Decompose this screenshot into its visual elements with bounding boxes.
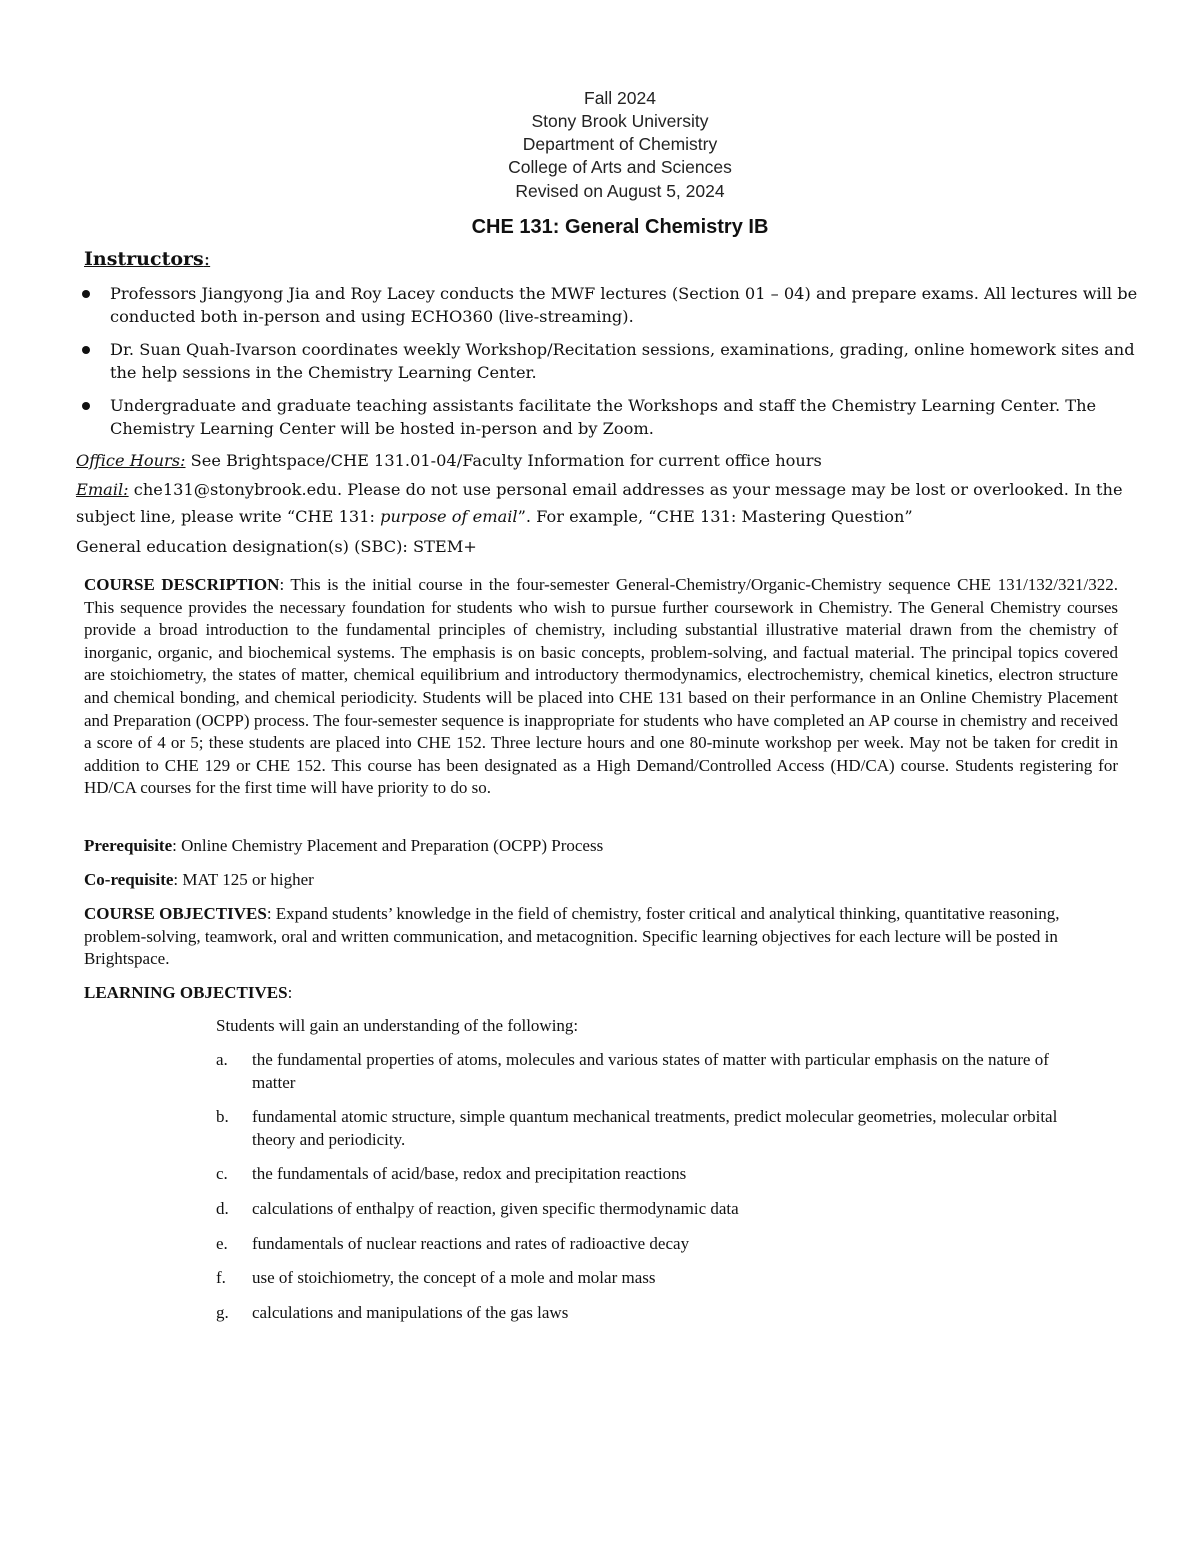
list-item-text: use of stoichiometry, the concept of a mole and molar mass [252,1268,656,1288]
instructors-heading-colon: : [203,248,211,270]
instructors-heading-label: Instructors [84,248,204,270]
course-objectives-label: COURSE OBJECTIVES [84,904,267,923]
list-item [216,1267,1076,1290]
office-hours [76,447,1156,474]
prerequisite-label: Prerequisite [84,836,173,855]
list-item [216,1198,1076,1221]
list-item [216,1233,1076,1256]
term: Fall 2024 [584,88,656,108]
list-item [216,1106,1076,1151]
course-description [84,574,1118,800]
list-item-text: the fundamentals of acid/base, redox and precipitation reactions [252,1164,687,1184]
list-item: Professors Jiangyong Jia and Roy Lacey conducts the MWF lectures (Section 01 – 04) and prepare exams. All lectures will be conducted both in-person and using ECHO360 (live-streaming). [76,282,1146,328]
office-hours-text: See Brightspace/CHE 131.01-04/Faculty Information for current office hours [185,451,822,470]
course-description-text: : This is the initial course in the four-semester General-Chemistry/Organic-Chemistry sequence CHE 131/132/321/322. This sequence provides the necessary foundation for students who wish to pursue further coursework in Chemistry. The General Chemistry courses provide a broad introduction to the fundamental principles of chemistry, including substantial illustrative material drawn from the chemistry of inorganic, organic, and biochemical systems. The emphasis is on basic concepts, problem-solving, and factual material. The principal topics covered are stoichiometry, the states of matter, chemical equilibrium and introductory thermodynamics, electrochemistry, chemical kinetics, electron structure and chemical bonding, and chemical periodicity. Students will be placed into CHE 131 based on their performance in an Online Chemistry Placement and Preparation (OCPP) process. The four-semester sequence is inappropriate for students who have completed an AP course in chemistry and received a score of 4 or 5; these students are placed into CHE 152. Three lecture hours and one 80-minute workshop per week. May not be taken for credit in addition to CHE 129 or CHE 152. This course has been designated as a High Demand/Controlled Access (HD/CA) course. Students registering for HD/CA courses for the first time will have priority to do so. [84,575,1118,798]
prerequisite [84,835,1084,858]
learning-objectives-colon: : [287,983,293,1002]
course-objectives-text: : Expand students’ knowledge in the field of chemistry, foster critical and analytical thinking, quantitative reasoning, problem-solving, teamwork, oral and written communication, and metacognition. Specific learning objectives for each lecture will be posted in Brightspace. [84,904,1060,969]
list-item-text: the fundamental properties of atoms, molecules and various states of matter with particular emphasis on the nature of matter [252,1050,1049,1092]
department: Department of Chemistry [522,134,718,154]
email-info [76,476,1156,530]
gen-ed-designation: General education designation(s) (SBC): STEM+ [76,537,477,556]
learning-objectives-intro: Students will gain an understanding of the following: [216,1016,579,1035]
list-marker: c. [216,1164,228,1184]
corequisite-label: Co-requisite [84,870,174,889]
list-marker: g. [216,1302,229,1322]
university: Stony Brook University [531,111,709,131]
list-item-text: calculations and manipulations of the gas laws [252,1302,569,1322]
list-item: Undergraduate and graduate teaching assistants facilitate the Workshops and staff the Chemistry Learning Center. The Chemistry Learning Center will be hosted in-person and by Zoom. [76,394,1146,440]
instructors-heading [84,248,210,270]
list-marker: d. [216,1198,229,1218]
list-marker: f. [216,1268,226,1288]
course-description-label: COURSE DESCRIPTION [84,575,280,594]
learning-objectives-label: LEARNING OBJECTIVES [84,983,288,1002]
email-label: Email: [76,480,129,499]
list-marker: e. [216,1233,228,1253]
college: College of Arts and Sciences [508,157,732,177]
list-item-text: fundamental atomic structure, simple quantum mechanical treatments, predict molecular geometries, molecular orbital theory and periodicity. [252,1107,1058,1149]
list-item [216,1163,1076,1186]
revised-date: Revised on August 5, 2024 [515,181,725,201]
learning-objectives-heading [84,982,1084,1005]
list-item-text: fundamentals of nuclear reactions and rates of radioactive decay [252,1233,690,1253]
corequisite [84,869,1084,892]
list-marker: a. [216,1050,228,1069]
course-title: CHE 131: General Chemistry IB [471,216,769,238]
corequisite-text: : MAT 125 or higher [173,870,314,889]
email-text-2: ”. For example, “CHE 131: Mastering Question” [517,507,913,526]
list-marker: b. [216,1107,229,1127]
learning-objectives-list [216,1049,1076,1336]
office-hours-label: Office Hours: [76,451,186,470]
list-item [216,1049,1076,1094]
instructors-list [76,282,1146,450]
list-item [216,1302,1076,1325]
prerequisite-text: : Online Chemistry Placement and Preparation (OCPP) Process [172,836,604,855]
email-purpose: purpose of email [380,507,518,526]
email-text-1: che131@stonybrook.edu. Please do not use personal email addresses as your message may be lost or overlooked. In the subject line, please write “CHE 131: [76,480,1123,526]
list-item: Dr. Suan Quah-Ivarson coordinates weekly Workshop/Recitation sessions, examinations, grading, online homework sites and the help sessions in the Chemistry Learning Center. [76,338,1146,384]
course-objectives [84,903,1064,971]
list-item-text: calculations of enthalpy of reaction, given specific thermodynamic data [252,1198,739,1218]
